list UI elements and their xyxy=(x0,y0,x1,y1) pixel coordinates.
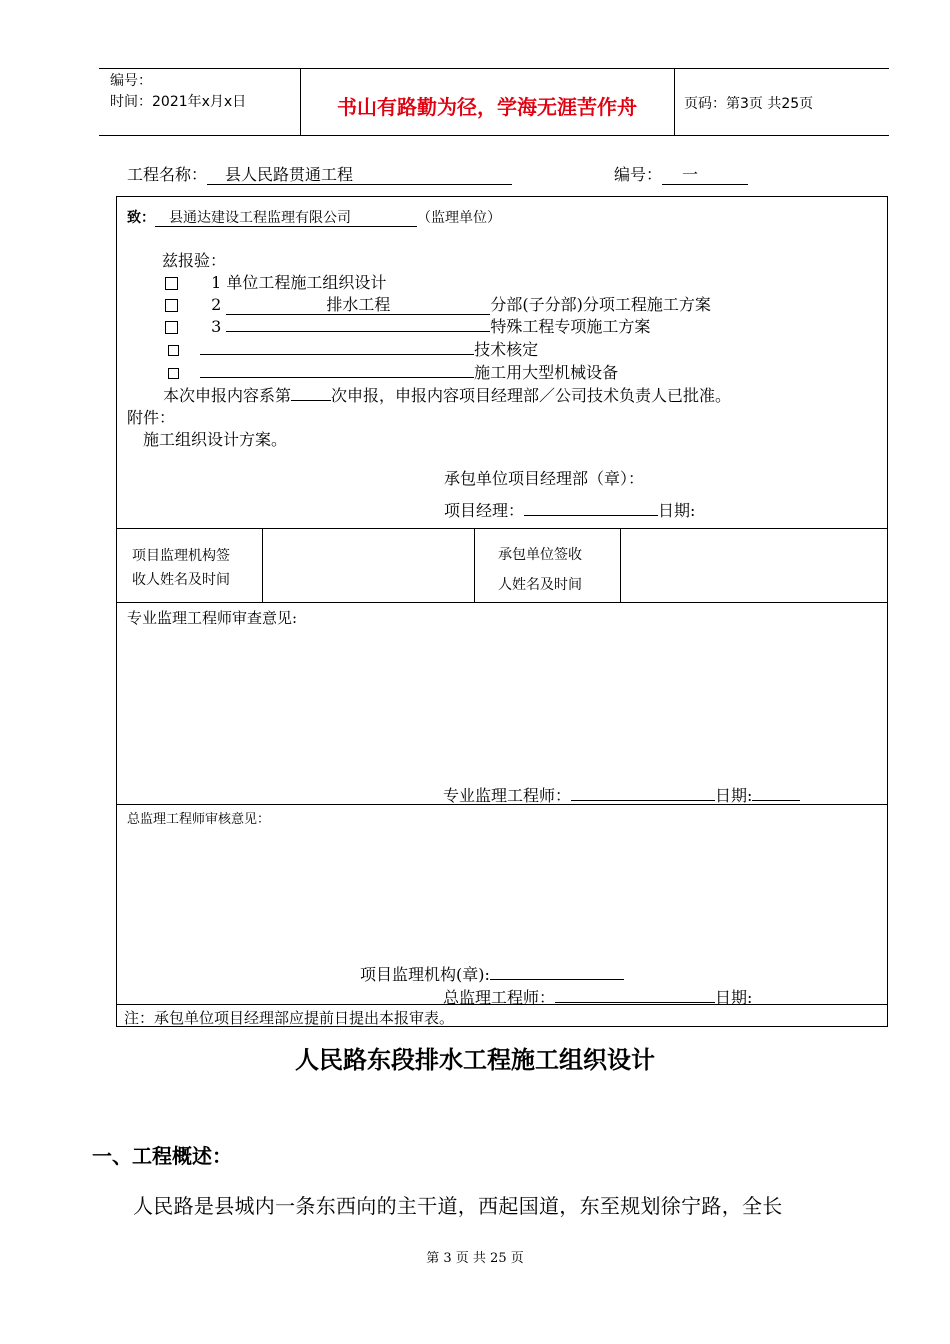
report-item-3 xyxy=(165,314,650,337)
declare-post: 次申报，申报内容项目经理部／公司技术负责人已批准。 xyxy=(331,386,732,405)
report-item-4-text: 技术核定 xyxy=(474,340,539,359)
org-seal-field[interactable] xyxy=(490,979,624,980)
project-name-row xyxy=(127,162,512,185)
eng-date-label: 日期: xyxy=(715,786,753,805)
checkbox-1[interactable] xyxy=(165,277,178,290)
report-item-1 xyxy=(165,270,386,293)
checkbox-2[interactable] xyxy=(165,299,178,312)
report-label: 兹报验： xyxy=(162,251,227,270)
report-item-3-text: 特殊工程专项施工方案 xyxy=(490,317,651,336)
report-item-2-blank[interactable]: 排水工程 xyxy=(226,296,490,315)
report-item-5-blank[interactable] xyxy=(200,377,474,378)
report-item-4 xyxy=(168,337,538,360)
header-code-label: 编号： xyxy=(110,73,152,89)
paragraph-1: 人民路是县城内一条东西向的主干道，西起国道，东至规划徐宁路，全长 xyxy=(133,1194,783,1218)
sign-divider-2 xyxy=(474,528,475,602)
project-no-value: 一 xyxy=(682,165,699,184)
chief-opinion-label: 总监理工程师审核意见： xyxy=(127,812,271,827)
attach-value: 施工组织设计方案。 xyxy=(143,430,288,449)
org-seal-label: 项目监理机构(章): xyxy=(360,965,490,984)
project-no-label: 编号： xyxy=(614,165,663,184)
to-row xyxy=(127,207,501,227)
chief-label: 总监理工程师： xyxy=(443,988,556,1007)
org-seal-row xyxy=(360,962,624,985)
checkbox-3[interactable] xyxy=(165,321,178,334)
declare-row xyxy=(163,383,731,406)
report-item-2 xyxy=(165,292,711,315)
chief-sign-row xyxy=(443,985,752,1008)
report-item-4-blank[interactable] xyxy=(200,354,474,355)
eng-sign-field[interactable] xyxy=(571,800,715,801)
declare-count-field[interactable] xyxy=(291,400,331,401)
header-slogan: 书山有路勤为径，学海无涯苦作舟 xyxy=(337,95,637,119)
header-bottom-rule xyxy=(99,135,889,136)
to-suffix: （监理单位） xyxy=(417,210,501,226)
report-item-3-blank[interactable] xyxy=(226,331,490,332)
declare-pre: 本次申报内容系第 xyxy=(163,386,292,405)
section-heading-1: 一、工程概述： xyxy=(92,1144,232,1168)
report-item-3-num: 3 xyxy=(211,317,222,336)
pm-label: 项目经理： xyxy=(444,501,525,520)
header-top-rule xyxy=(99,68,889,69)
report-item-1-text: 单位工程施工组织设计 xyxy=(226,273,387,292)
to-label: 致： xyxy=(127,210,155,226)
header-page-label: 页码：第3页 共25页 xyxy=(684,96,814,112)
pm-field[interactable] xyxy=(524,515,658,516)
sign-left-line2: 收人姓名及时间 xyxy=(132,572,230,588)
report-item-2-text: 分部(子分部)分项工程施工方案 xyxy=(490,295,711,314)
sign-right-line2: 人姓名及时间 xyxy=(498,577,582,593)
doc-title: 人民路东段排水工程施工组织设计 xyxy=(295,1046,655,1074)
chief-sign-field[interactable] xyxy=(555,1002,715,1003)
pm-date-label: 日期: xyxy=(658,501,696,520)
chief-date-label: 日期: xyxy=(715,988,753,1007)
page-footer: 第 3 页 共 25 页 xyxy=(426,1251,524,1266)
project-name-field xyxy=(207,166,512,185)
sign-divider-1 xyxy=(262,528,263,602)
report-item-2-num: 2 xyxy=(211,295,222,314)
project-no-field xyxy=(662,166,748,185)
project-name-label: 工程名称： xyxy=(127,165,208,184)
project-no-row xyxy=(614,162,748,185)
sign-divider-3 xyxy=(620,528,621,602)
contractor-seal: 承包单位项目经理部（章）： xyxy=(444,469,645,488)
header-time-label: 时间：2021年x月x日 xyxy=(110,94,247,110)
attach-label: 附件： xyxy=(127,408,176,427)
header-divider-right xyxy=(674,68,675,135)
checkbox-5[interactable] xyxy=(168,368,179,379)
eng-label: 专业监理工程师： xyxy=(443,786,572,805)
project-name-value: 县人民路贯通工程 xyxy=(225,165,354,184)
report-item-1-num: 1 xyxy=(211,273,222,292)
sign-left-label xyxy=(132,544,230,592)
sign-right-label xyxy=(498,540,582,600)
sign-left-line1: 项目监理机构签 xyxy=(132,548,230,564)
report-item-5-text: 施工用大型机械设备 xyxy=(474,363,619,382)
form-rule-2 xyxy=(116,602,888,603)
eng-date-field[interactable] xyxy=(752,800,800,801)
pm-row xyxy=(444,498,695,521)
form-rule-1 xyxy=(116,528,888,529)
to-value: 县通达建设工程监理有限公司 xyxy=(169,210,351,226)
sign-right-line1: 承包单位签收 xyxy=(498,547,582,563)
form-note: 注：承包单位项目经理部应提前日提出本报审表。 xyxy=(124,1009,455,1027)
eng-opinion-label: 专业监理工程师审查意见: xyxy=(127,609,298,627)
eng-sign-row xyxy=(443,783,800,806)
checkbox-4[interactable] xyxy=(168,345,179,356)
report-item-5 xyxy=(168,360,618,383)
to-field xyxy=(155,211,417,227)
